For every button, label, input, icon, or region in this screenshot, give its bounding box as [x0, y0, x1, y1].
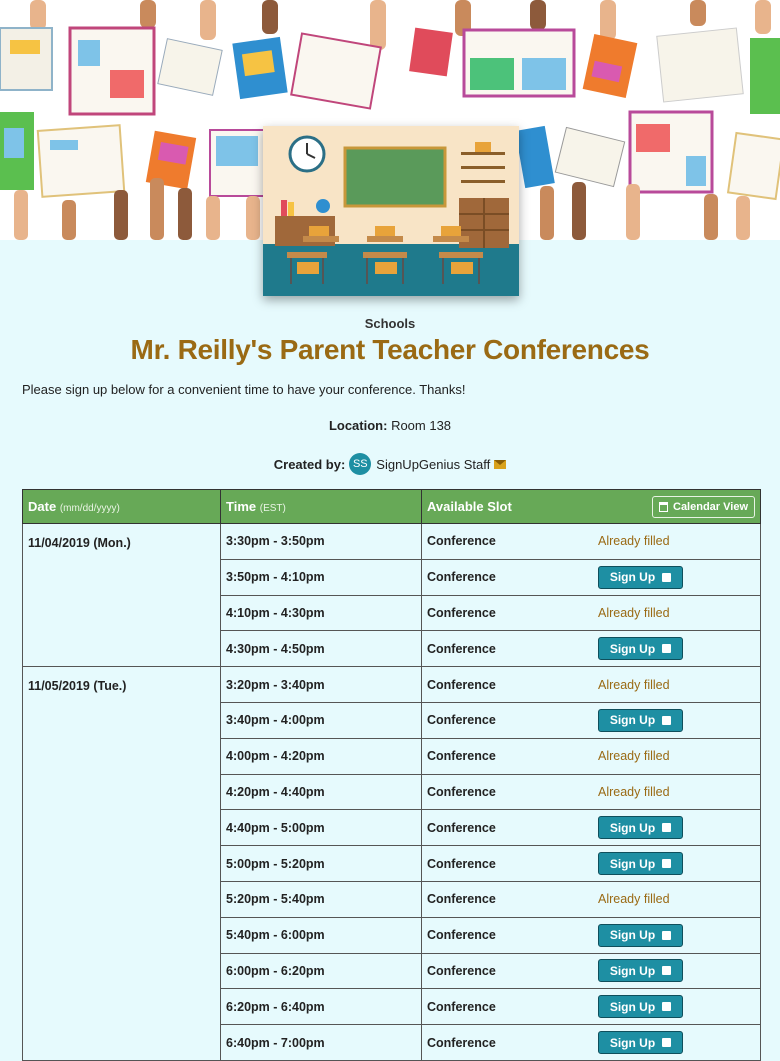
location-value: Room 138	[391, 418, 452, 433]
slot-cell	[422, 559, 761, 595]
column-header-slot	[422, 490, 761, 524]
classroom-image	[263, 126, 519, 296]
slot-cell	[422, 810, 761, 846]
slot-cell	[422, 1025, 761, 1061]
slot-cell	[422, 667, 761, 703]
slot-name: Conference	[427, 892, 496, 907]
already-filled-status: Already filled	[598, 534, 670, 549]
slot-name: Conference	[427, 820, 496, 835]
page-title: Mr. Reilly's Parent Teacher Conferences	[130, 334, 650, 365]
time-cell: 5:20pm - 5:40pm	[221, 881, 422, 917]
sign-up-label: Sign Up	[609, 999, 656, 1014]
table-row	[23, 667, 761, 703]
creator-label: Created by:	[273, 456, 346, 472]
slot-name: Conference	[427, 641, 496, 656]
checkbox-icon	[662, 716, 671, 725]
column-header-time	[221, 490, 422, 524]
calendar-view-button[interactable]	[652, 496, 755, 518]
sign-up-button[interactable]	[598, 995, 683, 1018]
category-label: Schools	[364, 316, 416, 331]
slot-cell	[422, 846, 761, 882]
calendar-view-label: Calendar View	[673, 501, 748, 513]
already-filled-status: Already filled	[598, 784, 670, 799]
sign-up-button[interactable]	[598, 959, 683, 982]
sign-up-label: Sign Up	[609, 641, 656, 656]
calendar-icon	[659, 502, 668, 512]
location-line	[0, 418, 780, 433]
time-cell: 4:10pm - 4:30pm	[221, 595, 422, 631]
time-cell: 6:40pm - 7:00pm	[221, 1025, 422, 1061]
sign-up-label: Sign Up	[609, 928, 656, 943]
time-cell: 3:20pm - 3:40pm	[221, 667, 422, 703]
slot-name: Conference	[427, 534, 496, 549]
table-header-row	[23, 490, 761, 524]
already-filled-status: Already filled	[598, 605, 670, 620]
time-cell: 3:30pm - 3:50pm	[221, 524, 422, 560]
slot-cell	[422, 881, 761, 917]
column-header-slot-label: Available Slot	[427, 499, 512, 514]
sign-up-label: Sign Up	[609, 820, 656, 835]
slot-name: Conference	[427, 713, 496, 728]
already-filled-status: Already filled	[598, 677, 670, 692]
sign-up-label: Sign Up	[609, 1035, 656, 1050]
time-cell: 4:20pm - 4:40pm	[221, 774, 422, 810]
checkbox-icon	[662, 931, 671, 940]
slot-name: Conference	[427, 999, 496, 1014]
slot-cell	[422, 702, 761, 738]
table-row	[23, 524, 761, 560]
mail-icon[interactable]	[494, 460, 506, 469]
slot-name: Conference	[427, 749, 496, 764]
checkbox-icon	[662, 1038, 671, 1047]
checkbox-icon	[662, 966, 671, 975]
checkbox-icon	[662, 1002, 671, 1011]
slot-cell	[422, 738, 761, 774]
sign-up-button[interactable]	[598, 816, 683, 839]
date-format-hint: (mm/dd/yyyy)	[59, 503, 120, 514]
column-header-time-label: Time	[226, 499, 257, 514]
sign-up-button[interactable]	[598, 566, 683, 589]
time-cell: 6:20pm - 6:40pm	[221, 989, 422, 1025]
sign-up-label: Sign Up	[609, 713, 656, 728]
sign-up-button[interactable]	[598, 709, 683, 732]
slot-cell	[422, 595, 761, 631]
column-header-date	[23, 490, 221, 524]
time-cell: 5:00pm - 5:20pm	[221, 846, 422, 882]
avatar: SS	[349, 453, 371, 475]
checkbox-icon	[662, 859, 671, 868]
slot-cell	[422, 989, 761, 1025]
creator-line	[0, 452, 780, 476]
slot-cell	[422, 631, 761, 667]
time-cell: 3:40pm - 4:00pm	[221, 702, 422, 738]
time-cell: 4:30pm - 4:50pm	[221, 631, 422, 667]
checkbox-icon	[662, 823, 671, 832]
date-cell: 11/04/2019 (Mon.)	[23, 524, 221, 667]
slot-name: Conference	[427, 856, 496, 871]
checkbox-icon	[662, 573, 671, 582]
table-body	[23, 524, 761, 1061]
slot-cell	[422, 953, 761, 989]
description-text: Please sign up below for a convenient time to have your conference. Thanks!	[22, 382, 466, 397]
already-filled-status: Already filled	[598, 749, 670, 764]
signup-table	[22, 489, 761, 1061]
sign-up-button[interactable]	[598, 852, 683, 875]
time-cell: 4:00pm - 4:20pm	[221, 738, 422, 774]
sign-up-label: Sign Up	[609, 963, 656, 978]
creator-name: SignUpGenius Staff	[376, 456, 491, 472]
time-cell: 4:40pm - 5:00pm	[221, 810, 422, 846]
sign-up-button[interactable]	[598, 924, 683, 947]
column-header-date-label: Date	[28, 499, 57, 514]
time-cell: 5:40pm - 6:00pm	[221, 917, 422, 953]
sign-up-label: Sign Up	[609, 856, 656, 871]
slot-cell	[422, 917, 761, 953]
checkbox-icon	[662, 644, 671, 653]
time-cell: 6:00pm - 6:20pm	[221, 953, 422, 989]
classroom-illustration	[263, 126, 519, 296]
sign-up-button[interactable]	[598, 637, 683, 660]
slot-name: Conference	[427, 928, 496, 943]
location-label: Location:	[328, 418, 388, 433]
slot-name: Conference	[427, 677, 496, 692]
date-cell: 11/05/2019 (Tue.)	[23, 667, 221, 1061]
slot-name: Conference	[427, 963, 496, 978]
slot-name: Conference	[427, 1035, 496, 1050]
slot-name: Conference	[427, 784, 496, 799]
already-filled-status: Already filled	[598, 892, 670, 907]
slot-cell	[422, 524, 761, 560]
time-cell: 3:50pm - 4:10pm	[221, 559, 422, 595]
slot-name: Conference	[427, 570, 496, 585]
slot-cell	[422, 774, 761, 810]
timezone-hint: (EST)	[259, 503, 286, 514]
sign-up-button[interactable]	[598, 1031, 683, 1054]
slot-name: Conference	[427, 605, 496, 620]
sign-up-label: Sign Up	[609, 570, 656, 585]
